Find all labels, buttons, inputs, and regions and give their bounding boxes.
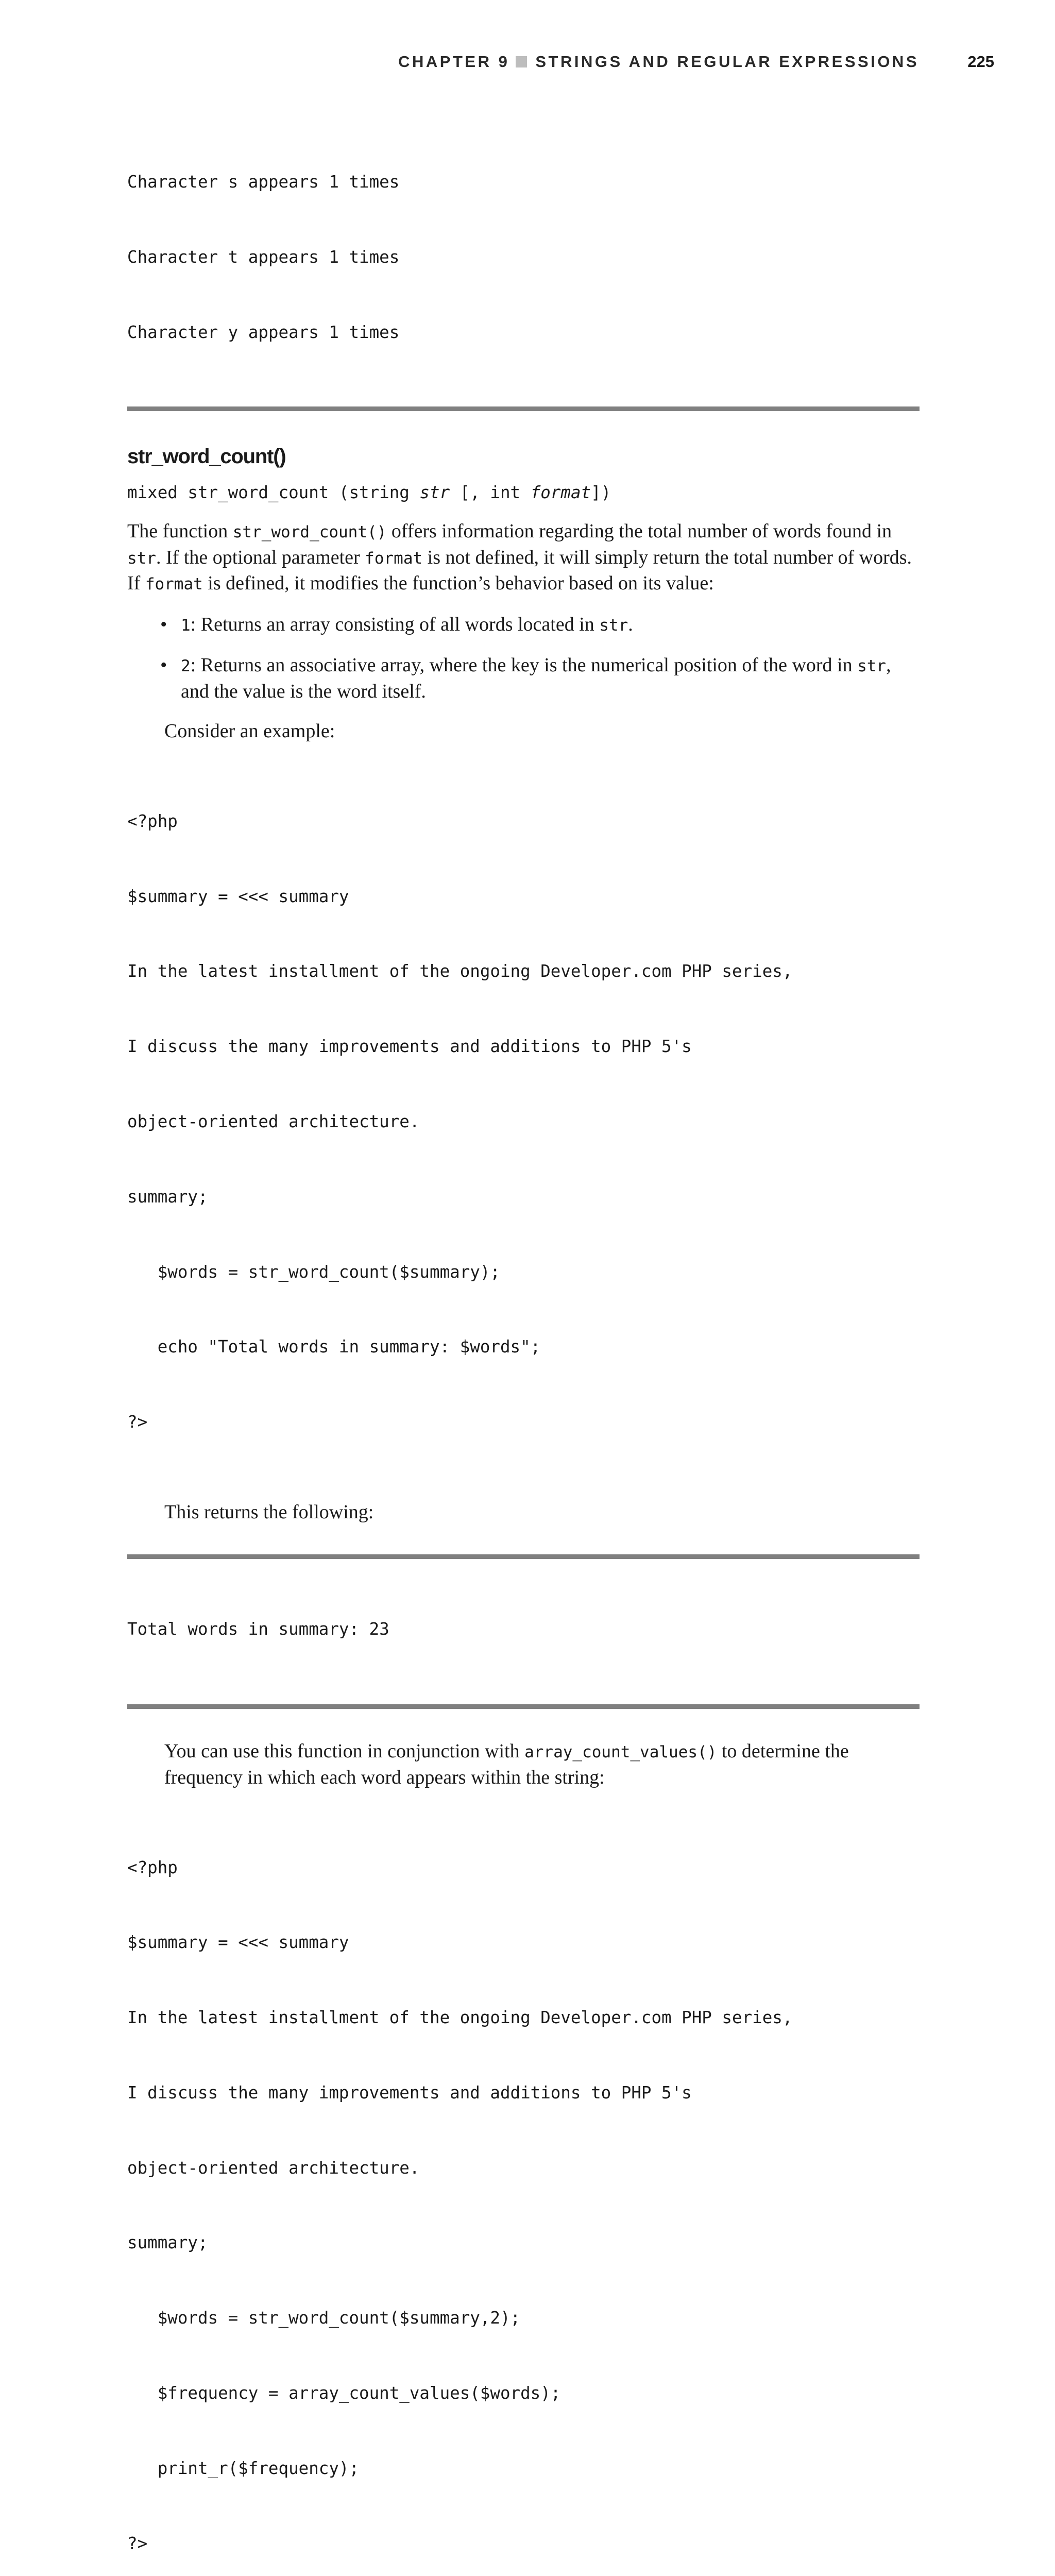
running-header bbox=[0, 52, 1055, 72]
code-line: ?> bbox=[127, 1412, 148, 1432]
text: You can use this function in conjunction with bbox=[164, 1740, 525, 1762]
list-item bbox=[160, 653, 920, 704]
code-line: In the latest installment of the ongoing Developer.com PHP series, bbox=[127, 961, 793, 981]
text: offers information regarding the total number of words found in bbox=[386, 520, 892, 543]
code-line: object-oriented architecture. bbox=[127, 1111, 420, 1131]
inline-code: array_count_values() bbox=[524, 1743, 717, 1762]
code-line: echo "Total words in summary: $words"; bbox=[127, 1337, 541, 1357]
text: is not defined, it will simply return the total number of words. If bbox=[127, 546, 912, 595]
signature-suffix: ]) bbox=[591, 482, 611, 502]
inline-code: str bbox=[599, 616, 628, 635]
inline-code: str bbox=[127, 549, 156, 568]
chapter-heading bbox=[398, 52, 919, 72]
inline-code: str bbox=[857, 657, 887, 676]
code-line: <?php bbox=[127, 1857, 178, 1877]
code-line: Character y appears 1 times bbox=[127, 322, 400, 342]
inline-code: 2 bbox=[181, 657, 191, 676]
code-line: $summary = <<< summary bbox=[127, 886, 349, 906]
paragraph-consider: Consider an example: bbox=[164, 720, 335, 742]
code-line: summary; bbox=[127, 1187, 208, 1207]
text: is defined, it modifies the function’s behavior based on its value: bbox=[202, 572, 714, 595]
inline-code: 1 bbox=[181, 616, 191, 635]
code-line: $words = str_word_count($summary); bbox=[127, 1262, 500, 1282]
code-line: print_r($frequency); bbox=[127, 2458, 360, 2478]
divider-rule bbox=[127, 1554, 920, 1559]
paragraph-description bbox=[127, 519, 920, 597]
square-separator-icon bbox=[516, 56, 527, 67]
code-line: I discuss the many improvements and additions to PHP 5's bbox=[127, 1037, 692, 1057]
divider-rule bbox=[127, 1704, 920, 1709]
code-line: Character t appears 1 times bbox=[127, 247, 400, 267]
code-line: summary; bbox=[127, 2233, 208, 2253]
page-number: 225 bbox=[967, 53, 994, 71]
signature-prefix: mixed str_word_count (string bbox=[127, 482, 420, 502]
divider-rule bbox=[127, 406, 920, 411]
function-signature bbox=[127, 480, 920, 505]
code-line: $summary = <<< summary bbox=[127, 1933, 349, 1953]
list-item bbox=[160, 612, 920, 638]
text: . If the optional parameter bbox=[156, 546, 365, 568]
code-line: ?> bbox=[127, 2533, 148, 2553]
bullet-list bbox=[127, 612, 920, 704]
code-line: I discuss the many improvements and additions to PHP 5's bbox=[127, 2082, 692, 2103]
bullet-icon: • bbox=[160, 613, 167, 635]
text: The function bbox=[127, 520, 233, 543]
chapter-label: CHAPTER 9 bbox=[398, 53, 510, 71]
code-line: Character s appears 1 times bbox=[127, 172, 400, 192]
code-block-example-1 bbox=[127, 759, 920, 1485]
page-content bbox=[127, 120, 920, 2576]
code-line: object-oriented architecture. bbox=[127, 2158, 420, 2178]
text: : Returns an associative array, where the key is the numerical position of the word in bbox=[190, 654, 858, 676]
signature-param-format: format bbox=[530, 482, 591, 502]
text: . bbox=[628, 613, 633, 635]
code-line: $words = str_word_count($summary,2); bbox=[127, 2308, 521, 2328]
output-block-top bbox=[127, 120, 920, 395]
text: to determine the frequency in which each word appears within the string: bbox=[164, 1740, 849, 1788]
code-line: <?php bbox=[127, 811, 178, 831]
bullet-icon: • bbox=[160, 654, 167, 676]
signature-param-str: str bbox=[419, 482, 450, 502]
code-block-example-2 bbox=[127, 1805, 920, 2576]
code-line: Total words in summary: 23 bbox=[127, 1619, 389, 1639]
paragraph-returns: This returns the following: bbox=[164, 1501, 374, 1523]
code-line: In the latest installment of the ongoing Developer.com PHP series, bbox=[127, 2008, 793, 2028]
section-label: STRINGS AND REGULAR EXPRESSIONS bbox=[535, 53, 919, 71]
text: : Returns an array consisting of all words located in bbox=[190, 613, 600, 635]
inline-code: format bbox=[365, 549, 423, 568]
inline-code: str_word_count() bbox=[232, 523, 387, 542]
section-title: str_word_count() bbox=[127, 445, 286, 468]
text: , and the value is the word itself. bbox=[181, 654, 891, 702]
inline-code: format bbox=[145, 575, 203, 594]
output-block bbox=[127, 1566, 920, 1691]
code-line: $frequency = array_count_values($words); bbox=[127, 2383, 561, 2403]
signature-mid: [, int bbox=[450, 482, 531, 502]
paragraph-frequency bbox=[127, 1739, 920, 1790]
